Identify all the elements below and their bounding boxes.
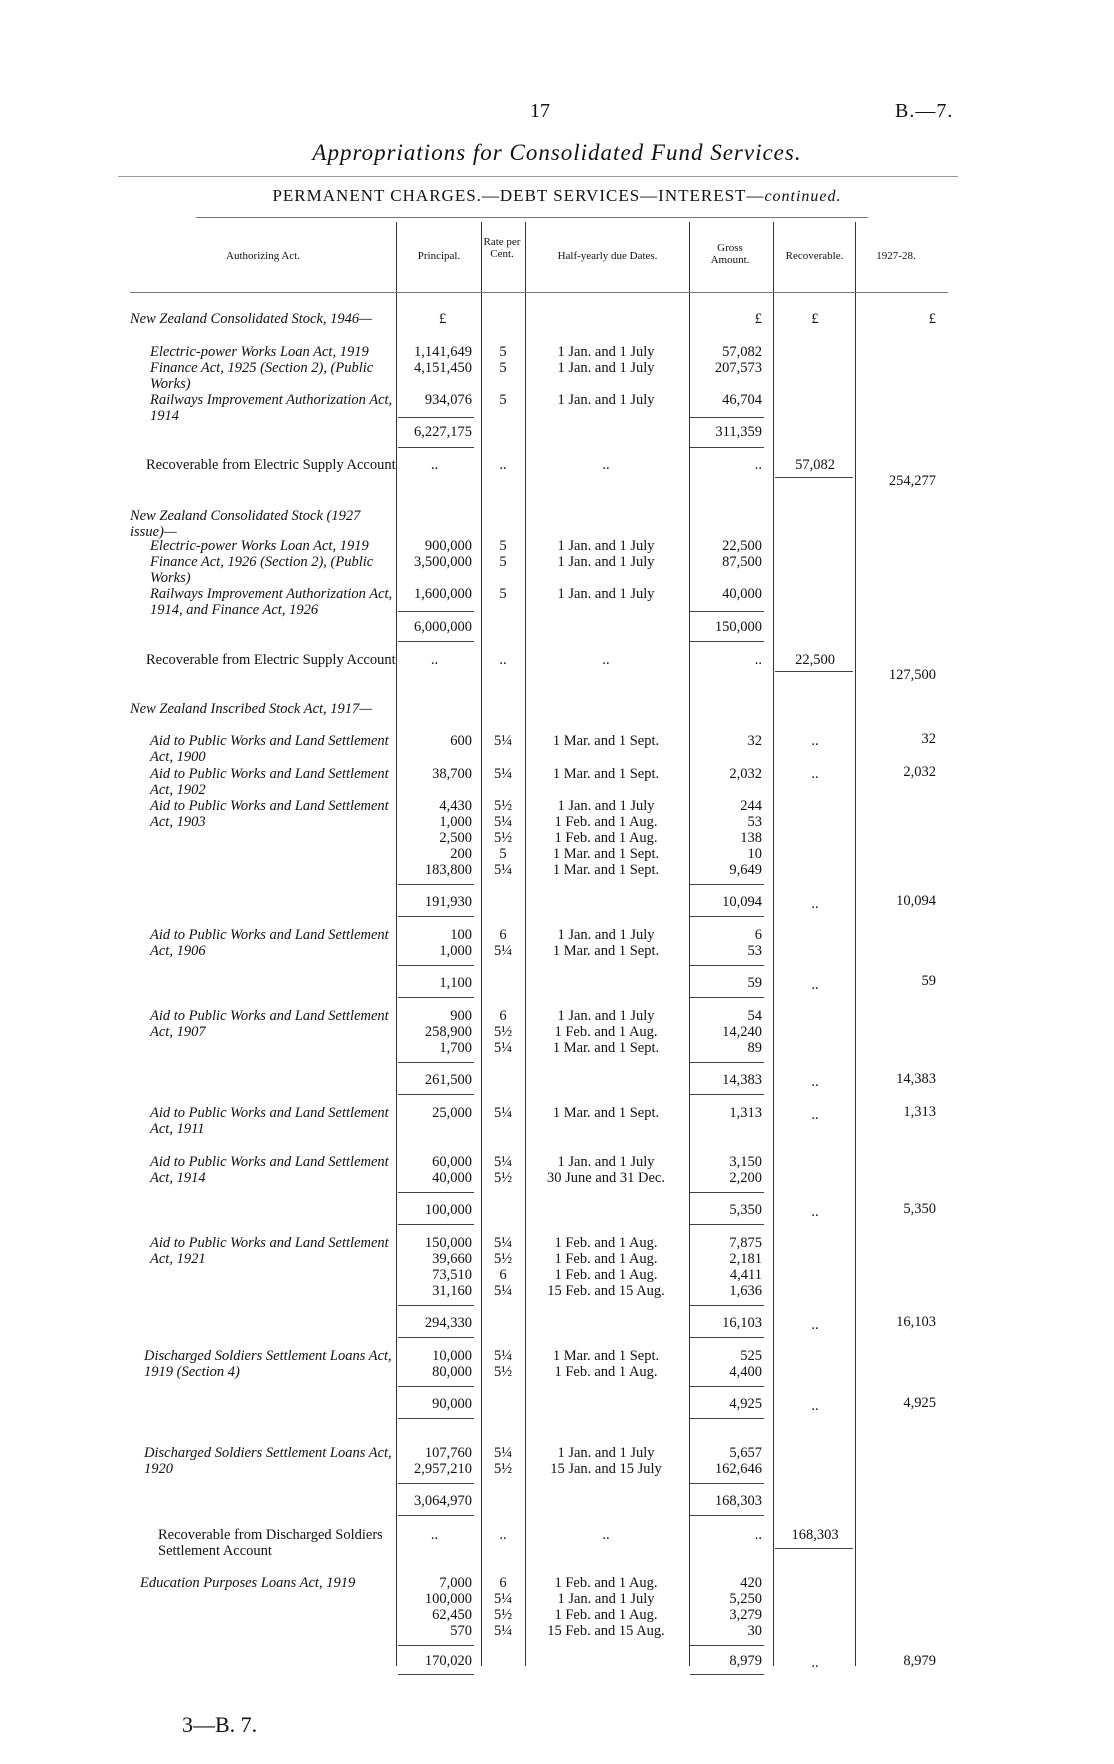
principal: 73,510 — [432, 1267, 472, 1283]
header-rate: Rate per Cent. — [483, 236, 521, 260]
year-amount: 59 — [921, 973, 936, 989]
principal: 2,500 — [439, 830, 472, 846]
rate: .. — [499, 1527, 507, 1543]
rate: 5¼ — [493, 1591, 513, 1607]
gross-amount: 89 — [747, 1040, 762, 1056]
sum-rule — [690, 447, 764, 448]
rate: 5¼ — [493, 1105, 513, 1121]
year-amount: 8,979 — [903, 1653, 936, 1669]
recoverable: .. — [811, 1317, 819, 1333]
rate: 5½ — [493, 798, 513, 814]
principal-total: 6,000,000 — [414, 619, 472, 635]
sum-rule — [398, 1674, 474, 1675]
gross-total: 8,979 — [729, 1653, 762, 1669]
gross-amount: 53 — [747, 814, 762, 830]
due-dates: 1 Feb. and 1 Aug. — [554, 1024, 658, 1040]
sum-rule — [690, 1305, 764, 1306]
column-rule — [689, 222, 690, 1666]
principal: 60,000 — [432, 1154, 472, 1170]
due-dates: 1 Mar. and 1 Sept. — [552, 943, 660, 959]
principal: 200 — [450, 846, 472, 862]
gross-amount: 525 — [740, 1348, 762, 1364]
act-name: Aid to Public Works and Land Settlement Act, 1906 — [150, 927, 389, 959]
principal: 62,450 — [432, 1607, 472, 1623]
due-dates: 1 Mar. and 1 Sept. — [552, 1348, 660, 1364]
year-amount: 127,500 — [888, 667, 936, 683]
year-amount: 10,094 — [896, 893, 936, 909]
rate: 5 — [499, 846, 507, 862]
principal: .. — [430, 457, 439, 473]
due-dates: 1 Feb. and 1 Aug. — [554, 1575, 658, 1591]
act-name: Aid to Public Works and Land Settlement Act, 1900 — [150, 733, 389, 765]
rate: 5¼ — [493, 1283, 513, 1299]
subtitle-main: PERMANENT CHARGES.—DEBT SERVICES—INTEREST— — [272, 186, 765, 205]
header-principal: Principal. — [417, 250, 461, 262]
principal-total: 6,227,175 — [414, 424, 472, 440]
currency-recoverable: £ — [811, 311, 819, 327]
sum-rule — [690, 1094, 764, 1095]
principal: 39,660 — [432, 1251, 472, 1267]
sum-rule — [690, 611, 764, 612]
gross-amount: 22,500 — [722, 538, 762, 554]
principal: 40,000 — [432, 1170, 472, 1186]
act-name: Electric-power Works Loan Act, 1919 — [150, 538, 369, 554]
recoverable: .. — [811, 766, 819, 782]
sum-rule — [775, 477, 853, 478]
recoverable: 168,303 — [791, 1527, 839, 1543]
recoverable: .. — [811, 1655, 819, 1671]
recoverable: .. — [811, 1074, 819, 1090]
due-dates: 15 Feb. and 15 Aug. — [547, 1283, 665, 1299]
due-dates: 15 Feb. and 15 Aug. — [547, 1623, 665, 1639]
gross-amount: 57,082 — [722, 344, 762, 360]
principal-total: 100,000 — [424, 1202, 472, 1218]
rate: 5 — [499, 586, 507, 602]
header-recoverable: Recoverable. — [785, 250, 844, 262]
header-rule — [130, 292, 948, 293]
gross-amount: 14,240 — [722, 1024, 762, 1040]
sum-rule — [398, 916, 474, 917]
act-name: Discharged Soldiers Settlement Loans Act, 1920 — [144, 1445, 392, 1477]
rate: 6 — [499, 927, 507, 943]
gross-amount: 1,313 — [729, 1105, 762, 1121]
year-amount: 254,277 — [888, 473, 936, 489]
gross-amount: 4,411 — [729, 1267, 762, 1283]
rate: 5½ — [493, 830, 513, 846]
rate: 5¼ — [493, 766, 513, 782]
gross-amount: 2,032 — [729, 766, 762, 782]
due-dates: 1 Jan. and 1 July — [557, 586, 655, 602]
due-dates: 1 Jan. and 1 July — [557, 1008, 655, 1024]
gross-total: 5,350 — [729, 1202, 762, 1218]
sum-rule — [398, 1645, 474, 1646]
principal: 80,000 — [432, 1364, 472, 1380]
subtitle-continued: continued. — [764, 188, 842, 205]
sum-rule — [398, 641, 474, 642]
sum-rule — [398, 1515, 474, 1516]
sum-rule — [398, 611, 474, 612]
year-amount: 32 — [921, 731, 936, 747]
due-dates: 1 Feb. and 1 Aug. — [554, 814, 658, 830]
header-due-dates: Half-yearly due Dates. — [557, 250, 658, 262]
act-heading: New Zealand Inscribed Stock Act, 1917— — [130, 701, 373, 717]
gross-amount: 2,181 — [729, 1251, 762, 1267]
gross-amount: 3,150 — [729, 1154, 762, 1170]
principal: 258,900 — [424, 1024, 472, 1040]
rate: 5¼ — [493, 733, 513, 749]
gross-amount: 40,000 — [722, 586, 762, 602]
rate: 5 — [499, 344, 507, 360]
principal-total: 294,330 — [424, 1315, 472, 1331]
gross-total: 150,000 — [714, 619, 762, 635]
rate: 5¼ — [493, 814, 513, 830]
year-amount: 5,350 — [903, 1201, 936, 1217]
sum-rule — [398, 1062, 474, 1063]
gross-total: 311,359 — [715, 424, 762, 440]
rate: 5 — [499, 392, 507, 408]
title-rule — [118, 176, 958, 177]
due-dates: 1 Feb. and 1 Aug. — [554, 1267, 658, 1283]
due-dates: 1 Mar. and 1 Sept. — [552, 1040, 660, 1056]
year-amount: 4,925 — [903, 1395, 936, 1411]
rate: 5 — [499, 554, 507, 570]
gross-amount: .. — [754, 652, 762, 668]
principal-total: 191,930 — [424, 894, 472, 910]
recoverable: .. — [811, 733, 819, 749]
due-dates: 1 Mar. and 1 Sept. — [552, 862, 660, 878]
act-name: Electric-power Works Loan Act, 1919 — [150, 344, 369, 360]
sum-rule — [690, 1337, 764, 1338]
sum-rule — [690, 1224, 764, 1225]
rate: 5½ — [493, 1170, 513, 1186]
act-name: Aid to Public Works and Land Settlement Act, 1903 — [150, 798, 389, 830]
gross-amount: 6 — [754, 927, 762, 943]
recoverable: .. — [811, 977, 819, 993]
gross-amount: 30 — [747, 1623, 762, 1639]
due-dates: .. — [602, 1527, 610, 1543]
year-amount: 1,313 — [903, 1104, 936, 1120]
due-dates: .. — [602, 652, 610, 668]
due-dates: 1 Mar. and 1 Sept. — [552, 846, 660, 862]
rate: 5 — [499, 360, 507, 376]
due-dates: 1 Feb. and 1 Aug. — [554, 1364, 658, 1380]
principal: 100 — [450, 927, 472, 943]
due-dates: 1 Jan. and 1 July — [557, 554, 655, 570]
principal-total: 1,100 — [439, 975, 472, 991]
gross-amount: 32 — [747, 733, 762, 749]
sum-rule — [690, 965, 764, 966]
gross-amount: 207,573 — [714, 360, 762, 376]
gross-total: 16,103 — [722, 1315, 762, 1331]
due-dates: 1 Mar. and 1 Sept. — [552, 1105, 660, 1121]
page-number: 17 — [530, 100, 550, 122]
column-rule — [481, 222, 482, 1666]
gross-amount: 4,400 — [729, 1364, 762, 1380]
year-amount: 2,032 — [903, 764, 936, 780]
act-heading: New Zealand Consolidated Stock, 1946— — [130, 311, 373, 327]
gross-amount: 420 — [740, 1575, 762, 1591]
due-dates: 1 Feb. and 1 Aug. — [554, 1235, 658, 1251]
gross-amount: 2,200 — [729, 1170, 762, 1186]
act-name: Railways Improvement Authorization Act, 1914, and Finance Act, 1926 — [150, 586, 393, 618]
principal-total: 261,500 — [424, 1072, 472, 1088]
principal: 7,000 — [439, 1575, 472, 1591]
act-name: Aid to Public Works and Land Settlement Act, 1902 — [150, 766, 389, 798]
sum-rule — [690, 1515, 764, 1516]
act-heading: New Zealand Consolidated Stock (1927 issue)— — [130, 508, 361, 540]
recoverable: .. — [811, 1107, 819, 1123]
rate: 5¼ — [493, 1445, 513, 1461]
rate: 5½ — [493, 1607, 513, 1623]
sum-rule — [690, 884, 764, 885]
rate: 5¼ — [493, 1154, 513, 1170]
sum-rule — [690, 1062, 764, 1063]
rate: 6 — [499, 1008, 507, 1024]
principal: 1,000 — [439, 943, 472, 959]
section-subtitle — [0, 186, 1114, 206]
principal: 900 — [450, 1008, 472, 1024]
principal: 107,760 — [424, 1445, 472, 1461]
due-dates: 1 Jan. and 1 July — [557, 798, 655, 814]
rate: 5¼ — [493, 1623, 513, 1639]
gross-total: 168,303 — [714, 1493, 762, 1509]
act-name: Recoverable from Electric Supply Account — [146, 457, 396, 473]
act-name: Finance Act, 1926 (Section 2), (Public Works) — [150, 554, 374, 586]
sum-rule — [398, 1418, 474, 1419]
year-amount: 14,383 — [896, 1071, 936, 1087]
sum-rule — [690, 997, 764, 998]
due-dates: 30 June and 31 Dec. — [547, 1170, 665, 1186]
year-amount: 16,103 — [896, 1314, 936, 1330]
rate: 5½ — [493, 1024, 513, 1040]
column-rule — [773, 222, 774, 1666]
due-dates: .. — [602, 457, 610, 473]
sum-rule — [398, 1305, 474, 1306]
principal: 570 — [450, 1623, 472, 1639]
header-gross: Gross Amount. — [710, 242, 750, 266]
sum-rule — [690, 417, 764, 418]
due-dates: 1 Mar. and 1 Sept. — [552, 733, 660, 749]
sum-rule — [690, 1386, 764, 1387]
principal: 1,141,649 — [414, 344, 472, 360]
rate: 6 — [499, 1267, 507, 1283]
sum-rule — [398, 1483, 474, 1484]
act-name: Aid to Public Works and Land Settlement Act, 1907 — [150, 1008, 389, 1040]
rate: .. — [499, 652, 507, 668]
sum-rule — [398, 1337, 474, 1338]
gross-amount: 10 — [747, 846, 762, 862]
gross-amount: 7,875 — [729, 1235, 762, 1251]
due-dates: 1 Jan. and 1 July — [557, 1154, 655, 1170]
due-dates: 1 Feb. and 1 Aug. — [554, 1251, 658, 1267]
principal: 934,076 — [424, 392, 472, 408]
gross-amount: 87,500 — [722, 554, 762, 570]
recoverable: .. — [811, 896, 819, 912]
gross-amount: .. — [754, 1527, 762, 1543]
rate: .. — [499, 457, 507, 473]
due-dates: 1 Jan. and 1 July — [557, 392, 655, 408]
document-reference: B.—7. — [895, 100, 954, 122]
gross-amount: 54 — [747, 1008, 762, 1024]
sum-rule — [398, 1386, 474, 1387]
gross-amount: 5,250 — [729, 1591, 762, 1607]
act-name: Aid to Public Works and Land Settlement Act, 1911 — [150, 1105, 389, 1137]
recoverable: 57,082 — [795, 457, 835, 473]
act-name: Aid to Public Works and Land Settlement Act, 1914 — [150, 1154, 389, 1186]
gross-amount: 3,279 — [729, 1607, 762, 1623]
principal: 25,000 — [432, 1105, 472, 1121]
header-year: 1927-28. — [876, 250, 916, 262]
page-footer: 3—B. 7. — [182, 1712, 258, 1737]
principal: 183,800 — [424, 862, 472, 878]
gross-amount: 5,657 — [729, 1445, 762, 1461]
act-name: Discharged Soldiers Settlement Loans Act, 1919 (Section 4) — [144, 1348, 392, 1380]
sum-rule — [398, 417, 474, 418]
principal: 600 — [450, 733, 472, 749]
sum-rule — [690, 1645, 764, 1646]
due-dates: 1 Jan. and 1 July — [557, 1445, 655, 1461]
principal: .. — [430, 652, 439, 668]
principal: 100,000 — [424, 1591, 472, 1607]
rate: 5½ — [493, 1461, 513, 1477]
due-dates: 1 Jan. and 1 July — [557, 927, 655, 943]
principal: 31,160 — [432, 1283, 472, 1299]
act-name: Recoverable from Discharged Soldiers Settlement Account — [158, 1527, 383, 1559]
act-name: Aid to Public Works and Land Settlement Act, 1921 — [150, 1235, 389, 1267]
principal: 38,700 — [432, 766, 472, 782]
gross-amount: 53 — [747, 943, 762, 959]
principal-total: 3,064,970 — [414, 1493, 472, 1509]
recoverable: 22,500 — [795, 652, 835, 668]
principal: 1,700 — [439, 1040, 472, 1056]
gross-total: 59 — [747, 975, 762, 991]
sum-rule — [690, 1192, 764, 1193]
sum-rule — [690, 1483, 764, 1484]
rate: 5½ — [493, 1251, 513, 1267]
gross-amount: 9,649 — [729, 862, 762, 878]
due-dates: 1 Jan. and 1 July — [557, 360, 655, 376]
rate: 5½ — [493, 1364, 513, 1380]
act-name: Railways Improvement Authorization Act, 1914 — [150, 392, 393, 424]
due-dates: 1 Jan. and 1 July — [557, 1591, 655, 1607]
principal: .. — [430, 1527, 439, 1543]
sum-rule — [398, 965, 474, 966]
rate: 5¼ — [493, 862, 513, 878]
principal: 1,000 — [439, 814, 472, 830]
sum-rule — [398, 1094, 474, 1095]
rate: 5 — [499, 538, 507, 554]
rate: 5¼ — [493, 1040, 513, 1056]
header-authorizing-act: Authorizing Act. — [226, 250, 300, 262]
rate: 5¼ — [493, 1235, 513, 1251]
sum-rule — [775, 1548, 853, 1549]
sum-rule — [398, 447, 474, 448]
due-dates: 15 Jan. and 15 July — [550, 1461, 662, 1477]
principal: 4,151,450 — [414, 360, 472, 376]
act-name: Finance Act, 1925 (Section 2), (Public Works) — [150, 360, 374, 392]
sum-rule — [398, 884, 474, 885]
sum-rule — [690, 916, 764, 917]
rate: 6 — [499, 1575, 507, 1591]
sum-rule — [398, 1224, 474, 1225]
due-dates: 1 Jan. and 1 July — [557, 538, 655, 554]
due-dates: 1 Jan. and 1 July — [557, 344, 655, 360]
principal: 10,000 — [432, 1348, 472, 1364]
sum-rule — [775, 671, 853, 672]
currency-year: £ — [928, 311, 936, 327]
recoverable: .. — [811, 1398, 819, 1414]
currency-gross: £ — [754, 311, 762, 327]
act-name: Education Purposes Loans Act, 1919 — [140, 1575, 356, 1591]
sum-rule — [398, 997, 474, 998]
column-rule — [525, 222, 526, 1666]
due-dates: 1 Feb. and 1 Aug. — [554, 830, 658, 846]
gross-amount: 162,646 — [714, 1461, 762, 1477]
currency-principal: £ — [439, 311, 447, 327]
gross-total: 4,925 — [729, 1396, 762, 1412]
principal: 3,500,000 — [414, 554, 472, 570]
page-title: Appropriations for Consolidated Fund Services. — [312, 140, 802, 165]
due-dates: 1 Feb. and 1 Aug. — [554, 1607, 658, 1623]
principal: 900,000 — [424, 538, 472, 554]
gross-amount: 1,636 — [729, 1283, 762, 1299]
sum-rule — [690, 641, 764, 642]
gross-total: 10,094 — [722, 894, 762, 910]
gross-amount: 244 — [740, 798, 762, 814]
gross-amount: .. — [754, 457, 762, 473]
recoverable: .. — [811, 1204, 819, 1220]
sum-rule — [690, 1674, 764, 1675]
gross-amount: 138 — [740, 830, 762, 846]
due-dates: 1 Mar. and 1 Sept. — [552, 766, 660, 782]
rate: 5¼ — [493, 943, 513, 959]
principal: 150,000 — [424, 1235, 472, 1251]
principal: 1,600,000 — [414, 586, 472, 602]
principal-total: 170,020 — [424, 1653, 472, 1669]
principal-total: 90,000 — [432, 1396, 472, 1412]
gross-total: 14,383 — [722, 1072, 762, 1088]
column-rule — [855, 222, 856, 1666]
sum-rule — [398, 1192, 474, 1193]
sum-rule — [690, 1418, 764, 1419]
principal: 4,430 — [439, 798, 472, 814]
subtitle-rule — [196, 217, 868, 218]
gross-amount: 46,704 — [722, 392, 762, 408]
principal: 2,957,210 — [414, 1461, 472, 1477]
act-name: Recoverable from Electric Supply Account — [146, 652, 396, 668]
rate: 5¼ — [493, 1348, 513, 1364]
